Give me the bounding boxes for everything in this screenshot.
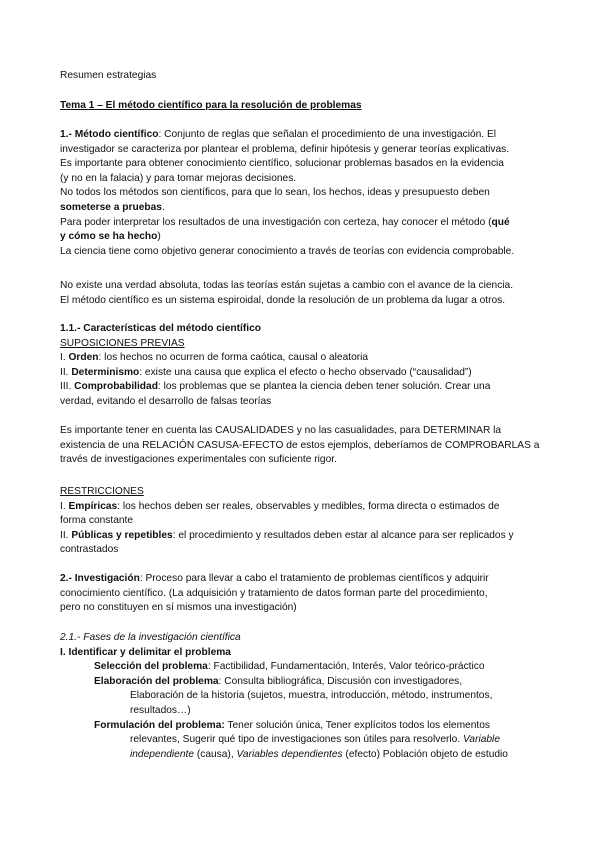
s1-label: 1.- Método científico	[60, 129, 159, 140]
section-causalidades	[60, 424, 560, 468]
s11-p2: existencia de una RELACIÓN CASUSA-EFECTO de estos ejemplos, deberíamos de COMPROBARLAS a	[60, 439, 540, 451]
s21-heading: 2.1.- Fases de la investigación científica	[60, 632, 241, 643]
s21-elaboracion-l3: resultados…)	[130, 704, 191, 716]
s21-phase-1: I. Identificar y delimitar el problema	[60, 646, 231, 658]
s1-l6-rest: .	[161, 201, 165, 213]
s11-r2-bold: Públicas y repetibles	[71, 529, 173, 541]
s1-line-5: No todos los métodos son científicos, para que lo sean, los hechos, ideas y presupuesto deben	[60, 187, 490, 199]
s1-l7-pre: Para poder interpretar los resultados de una investigación con certeza, hay conocer el método (	[60, 216, 492, 228]
section-restricciones	[60, 485, 560, 558]
s11-heading: 1.1.- Características del método científico	[60, 323, 261, 334]
s21-elaboracion-l2: Elaboración de la historia (sujetos, muestra, introducción, método, instrumentos,	[130, 690, 493, 702]
section-investigacion	[60, 572, 560, 616]
s1-line-9: La ciencia tiene como objetivo generar conocimiento a través de teorías con evidencia comprobable.	[60, 245, 515, 257]
topic-heading	[60, 99, 560, 114]
s11-r1-rest: : los hechos deben ser reales, observables y medibles, forma directa o estimados de	[117, 500, 500, 512]
s11-r2-l2: contrastados	[60, 544, 119, 556]
s21-c-label: Formulación del problema:	[94, 719, 225, 731]
s11-i2-rest: : existe una causa que explica el efecto o hecho observado (“causalidad”)	[139, 366, 472, 378]
s2-label: 2.- Investigación	[60, 573, 140, 584]
s11-sub-suposiciones: SUPOSICIONES PREVIAS	[60, 337, 185, 349]
s11-p1: Es importante tener en cuenta las CAUSALIDADES y no las casualidades, para DETERMINAR la	[60, 425, 502, 436]
s11-i2-num: II.	[60, 366, 72, 378]
s1-line-10: No existe una verdad absoluta, todas las teorías están sujetas a cambio con el avance de la ciencia.	[60, 280, 514, 291]
s21-a-rest: : Factibilidad, Fundamentación, Interés, Valor teórico-práctico	[207, 661, 485, 673]
s21-c-l2-it: Variable	[462, 734, 500, 746]
s1-l8-rest: )	[157, 231, 161, 243]
doc-title	[60, 69, 560, 84]
s21-c-rest: Tener solución única, Tener explícitos todos los elementos	[224, 719, 490, 731]
section-metodo-cientifico	[60, 128, 560, 259]
s21-formulacion	[60, 719, 560, 734]
s21-b-rest: : Consulta bibliográfica, Discusión con investigadores,	[218, 675, 463, 687]
s21-seleccion	[60, 660, 560, 675]
s21-c-l2: relevantes, Sugerir qué tipo de investigaciones son útiles para resolverlo.	[130, 734, 463, 746]
s11-sub-restricciones: RESTRICCIONES	[60, 486, 144, 497]
s21-formulacion-l3	[60, 748, 560, 763]
s11-i3-num: III.	[60, 381, 75, 393]
s2-l1-rest: : Proceso para llevar a cabo el tratamiento de problemas científicos y adquirir	[139, 573, 489, 584]
s21-b-label: Elaboración del problema	[94, 675, 219, 687]
s11-r1	[60, 500, 560, 515]
s11-i1-bold: Orden	[68, 352, 99, 364]
section-fases	[60, 631, 560, 762]
s11-item-determinismo	[60, 366, 560, 381]
s1-line-4: (y no en la falacia) y para tomar mejoras decisiones.	[60, 172, 297, 184]
s11-i1-num: I.	[60, 352, 69, 364]
s11-r2	[60, 529, 560, 544]
s1-line-8	[60, 230, 560, 245]
s21-c-l3-rest: (efecto) Población objeto de estudio	[342, 748, 508, 760]
s11-i3-rest: : los problemas que se plantea la ciencia deben tener solución. Crear una	[157, 381, 491, 393]
s1-l8-bold: y cómo se ha hecho	[60, 231, 158, 243]
s1-line-6	[60, 201, 560, 216]
s11-r1-num: I.	[60, 500, 69, 512]
s2-line-2: conocimiento científico. (La adquisición y tratamiento de datos forman parte del procedimiento,	[60, 587, 488, 599]
s21-c-l3-mid: (causa),	[194, 748, 237, 760]
s11-item-comprobabilidad-l2: verdad, evitando el desarrollo de falsas teorías	[60, 395, 272, 407]
s11-p3: través de investigaciones experimentales con suficiente rigor.	[60, 454, 337, 466]
s11-i2-bold: Determinismo	[71, 366, 140, 378]
s2-line-1	[60, 572, 560, 587]
s11-i1-rest: : los hechos no ocurren de forma caótica, causal o aleatoria	[98, 352, 369, 364]
s1-line-1	[60, 128, 560, 143]
s1-l1-rest: : Conjunto de reglas que señalan el procedimiento de una investigación. El	[158, 129, 497, 140]
s21-c-l3-it2: Variables dependientes	[236, 748, 343, 760]
s11-r1-l2: forma constante	[60, 515, 134, 527]
s1-line-3: Es importante para obtener conocimiento científico, solucionar problemas basados en la evidencia	[60, 158, 504, 170]
s1-line-7	[60, 216, 560, 231]
s1-l6-bold: someterse a pruebas	[60, 201, 162, 213]
s21-c-l3-it1: independiente	[130, 748, 195, 760]
s11-r1-bold: Empíricas	[68, 500, 118, 512]
s11-item-orden	[60, 351, 560, 366]
s21-formulacion-l2	[60, 733, 560, 748]
section-caracteristicas	[60, 322, 560, 410]
s11-r2-num: II.	[60, 529, 72, 541]
section-verdad	[60, 279, 560, 308]
s1-l7-bold: qué	[491, 216, 510, 228]
s21-elaboracion	[60, 675, 560, 690]
s1-line-2: investigador se caracteriza por plantear el problema, definir hipótesis y generar teorías explicativas.	[60, 143, 510, 155]
s1-line-11: El método científico es un sistema espiroidal, donde la resolución de un problema da lugar a otros.	[60, 294, 506, 306]
s11-item-comprobabilidad	[60, 380, 560, 395]
s2-line-3: pero no constituyen en sí mismos una investigación)	[60, 602, 297, 614]
topic-heading-text: Tema 1 – El método científico para la resolución de problemas	[60, 100, 362, 111]
s11-i3-bold: Comprobabilidad	[74, 381, 158, 393]
s21-a-label: Selección del problema	[94, 661, 208, 673]
doc-title-text: Resumen estrategias	[60, 70, 157, 81]
s11-r2-rest: : el procedimiento y resultados deben estar al alcance para ser replicados y	[172, 529, 514, 541]
